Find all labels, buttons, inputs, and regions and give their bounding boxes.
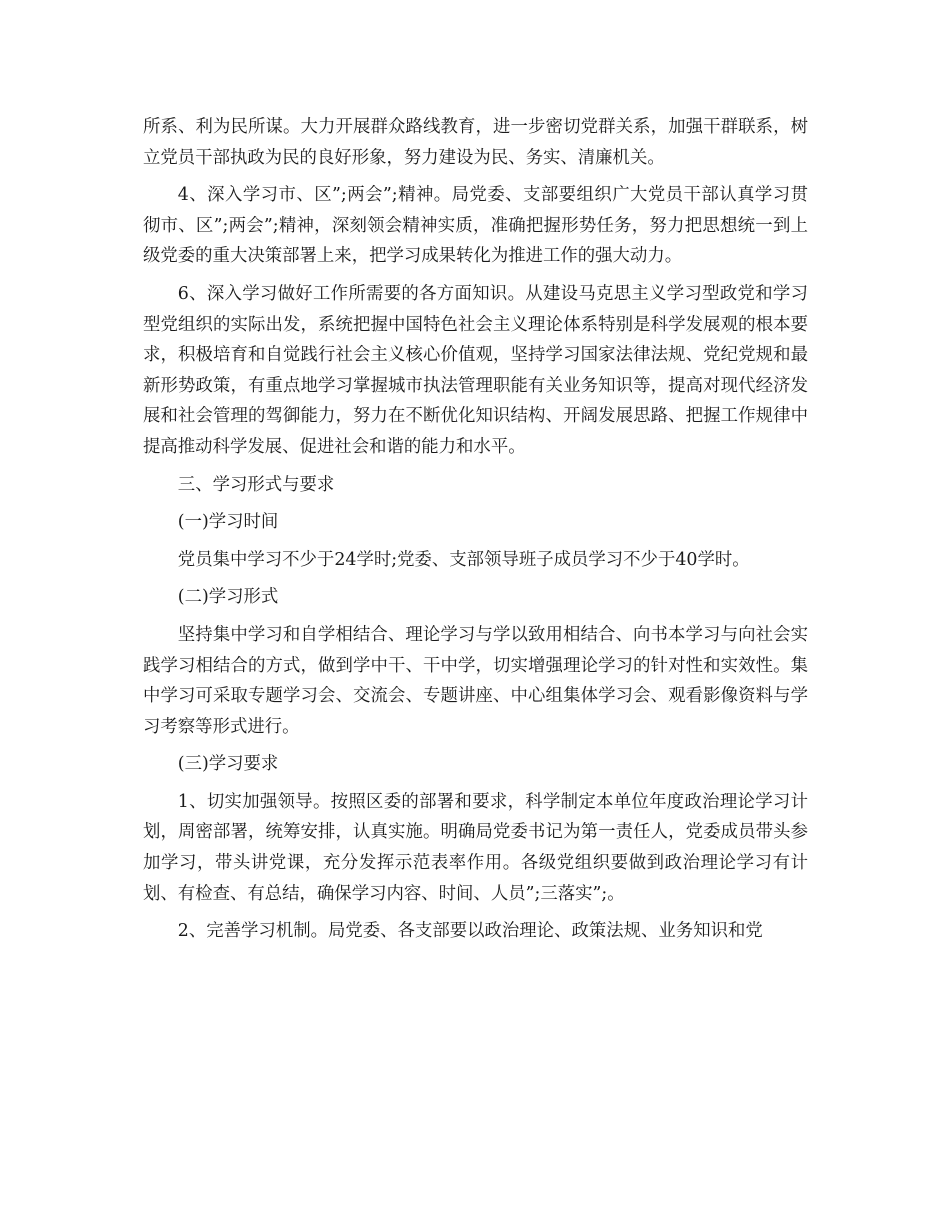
document-body <box>143 112 808 954</box>
subheading-study-requirements: (三)学习要求 <box>177 754 279 775</box>
paragraph-1: 所系、利为民所谋。大力开展群众路线教育，进一步密切党群关系，加强干群联系，树立党员干部执政为民的良好形象，努力建设为民、务实、清廉机关。 <box>143 117 808 168</box>
paragraph-2: 4、深入学习市、区”;两会”;精神。局党委、支部要组织广大党员干部认真学习贯彻市、区”;两会”;精神，深刻领会精神实质，准确把握形势任务，努力把思想统一到上级党委的重大决策部署上来，把学习成果转化为推进工作的强大动力。 <box>143 185 808 267</box>
section-heading-3: 三、学习形式与要求 <box>177 474 335 495</box>
subheading-study-form: (二)学习形式 <box>177 587 279 608</box>
paragraph-requirement-1: 1、切实加强领导。按照区委的部署和要求，科学制定本单位年度政治理论学习计划，周密部署，统筹安排，认真实施。明确局党委书记为第一责任人，党委成员带头参加学习，带头讲党课，充分发挥示范表率作用。各级党组织要做到政治理论学习有计划、有检查、有总结，确保学习内容、时间、人员”;三落实”;。 <box>143 791 808 904</box>
paragraph-study-time: 党员集中学习不少于24学时;党委、支部领导班子成员学习不少于40学时。 <box>177 549 750 570</box>
paragraph-study-form: 坚持集中学习和自学相结合、理论学习与学以致用相结合、向书本学习与向社会实践学习相结合的方式，做到学中干、干中学，切实增强理论学习的针对性和实效性。集中学习可采取专题学习会、交流会、专题讲座、中心组集体学习会、观看影像资料与学习考察等形式进行。 <box>143 624 808 737</box>
paragraph-requirement-2: 2、完善学习机制。局党委、各支部要以政治理论、政策法规、业务知识和党 <box>177 921 763 942</box>
subheading-study-time: (一)学习时间 <box>177 512 279 533</box>
paragraph-3: 6、深入学习做好工作所需要的各方面知识。从建设马克思主义学习型政党和学习型党组织的实际出发，系统把握中国特色社会主义理论体系特别是科学发展观的根本要求，积极培育和自觉践行社会主义核心价值观，坚持学习国家法律法规、党纪党规和最新形势政策，有重点地学习掌握城市执法管理职能有关业务知识等，提高对现代经济发展和社会管理的驾御能力，努力在不断优化知识结构、开阔发展思路、把握工作规律中提高推动科学发展、促进社会和谐的能力和水平。 <box>143 283 808 457</box>
